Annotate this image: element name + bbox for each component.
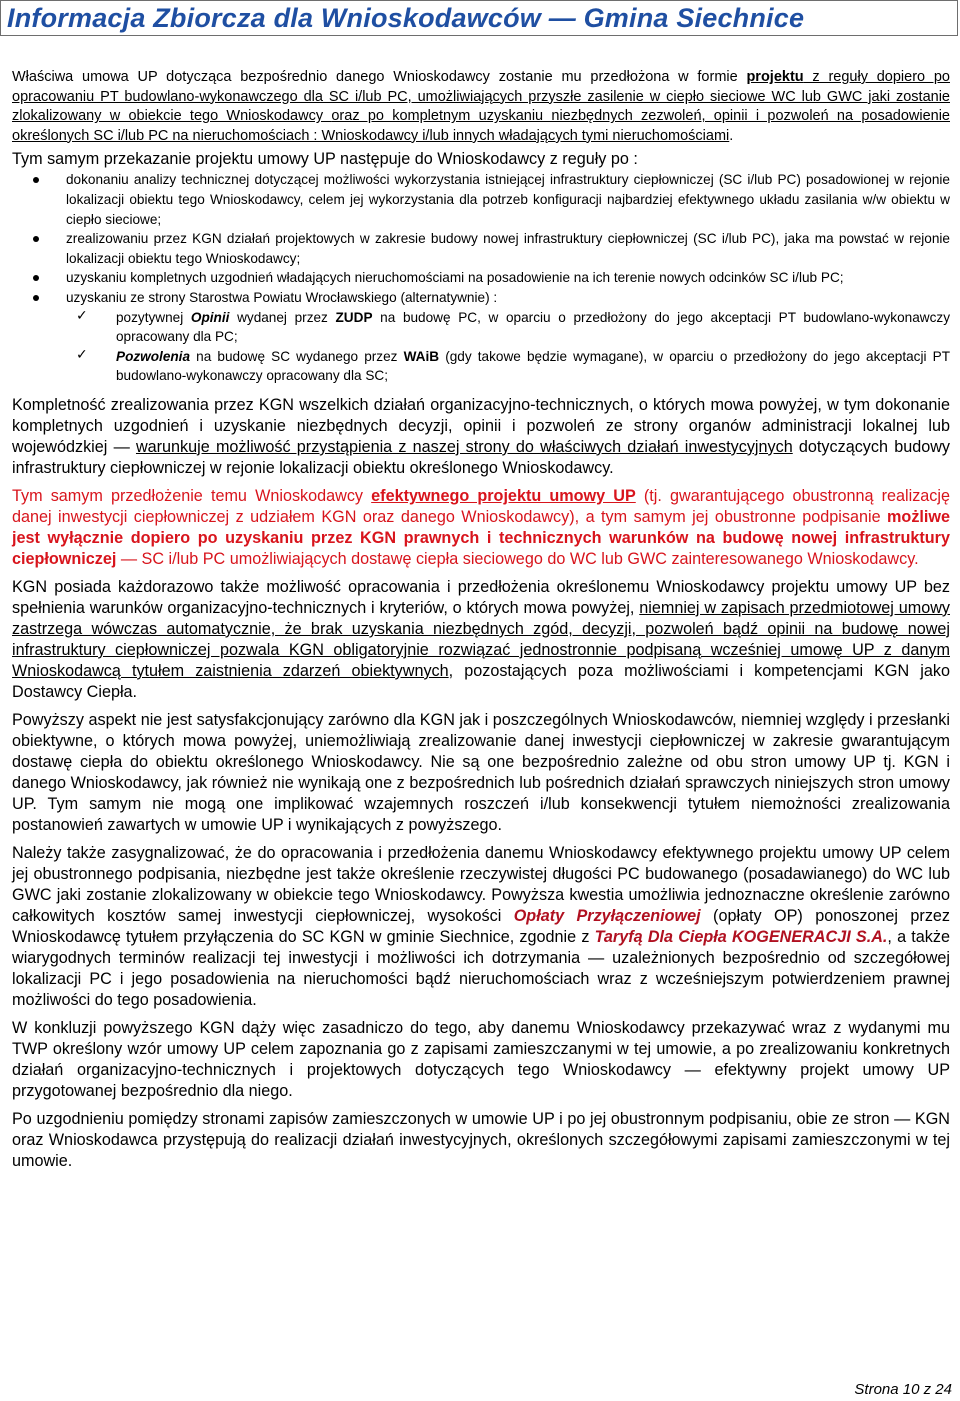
text-span: dotyczących budowy infrastruktury ciepłowniczej w rejonie lokalizacji obiektu określonego Wnioskodawcy. bbox=[12, 437, 950, 477]
bullet-icon bbox=[33, 236, 39, 242]
bullet-list bbox=[12, 170, 950, 307]
text-span: KGN posiada każdorazowo także możliwość opracowania i przedłożenia określonemu Wnioskodawcy projektu umowy UP bez spełnienia warunków organizacyjno-technicznych i kryteriów, o których mowa powyżej, bbox=[12, 577, 950, 617]
text-span: na budowę PC, w oparciu o przedłożony do jego akceptacji PT budowlano-wykonawczy opracowany dla PC; bbox=[116, 309, 950, 345]
document-body bbox=[12, 68, 950, 1172]
text-span: (opłaty OP) ponoszonej przez Wnioskodawcę tytułem przyłączenia do SC KGN w gminie Siechnice, zgodnie z bbox=[12, 906, 951, 946]
list-item bbox=[12, 170, 950, 229]
text-span: wydanej przez bbox=[229, 309, 336, 325]
paragraph-3 bbox=[12, 395, 950, 479]
page-number: Strona 10 z 24 bbox=[854, 1381, 952, 1398]
paragraph-1 bbox=[12, 68, 950, 146]
list-item-text: uzyskaniu kompletnych uzgodnień władających nieruchomościami na posadowienie na ich terenie nowych odcinków SC i/lub PC; bbox=[66, 270, 844, 286]
text-span: (gdy takowe będzie wymagane), w oparciu o przedłożony do jego akceptacji PT budowlano-wykonawczy opracowany dla SC; bbox=[116, 348, 950, 384]
text-span-bold: Taryfą Dla Ciepła KOGENERACJI S.A. bbox=[594, 927, 888, 946]
text-span-bold: ZUDP bbox=[335, 309, 373, 325]
text-span-bold: WAiB bbox=[403, 348, 440, 364]
paragraph-2: Tym samym przekazanie projektu umowy UP następuje do Wnioskodawcy z reguły po : bbox=[12, 150, 638, 169]
paragraph-6: Powyższy aspekt nie jest satysfakcjonujący zarówno dla KGN jak i poszczególnych Wnioskodawców, niemniej względy i przesłanki obiektywne, o których mowa powyżej, uniemożliwiają zrealizowanie danej inwestycji ciepłowniczej w zakresie gwarantującym dostawę ciepła do obiektu określonego Wnioskodawcy. Nie są one bezpośrednio zależne od obu stron umowy UP tj. KGN i danego Wnioskodawcy, jak również nie wynikają one z bezpośrednich lub pośrednich działań sprawczych niniejszych stron umowy UP. Tym samym nie mogą one implikować wzajemnych roszczeń i/lub konsekwencji tytułem niemożności zrealizowania postanowień zawartych w umowie UP i wynikających z powyższego. bbox=[12, 710, 950, 834]
bullet-icon bbox=[33, 275, 39, 281]
paragraph-9: Po uzgodnieniu pomiędzy stronami zapisów zamieszczonych w umowie UP i po jej obustronnym podpisaniu, obie ze stron — KGN oraz Wnioskodawca przystępują do realizacji działań inwestycyjnych, określonych szczegółowymi zapisami zamieszczonymi w tej umowie. bbox=[12, 1109, 950, 1170]
text-span: Kompletność zrealizowania przez KGN wszelkich działań organizacyjno-technicznych, o których mowa powyżej, w tym dokonanie kompletnych uzgodnień i uzyskanie niezbędnych decyzji, opinii i pozwoleń ze strony organów administracji lokalnej lub wojewódzkiej bbox=[12, 395, 950, 456]
text-span: SC i/lub PC umożliwiających dostawę ciepła sieciowego do WC lub GWC zainteresowanego Wnioskodawcy. bbox=[141, 549, 919, 568]
bullet-icon bbox=[33, 295, 39, 301]
bullet-icon bbox=[33, 177, 39, 183]
paragraph-4 bbox=[12, 486, 950, 570]
list-item bbox=[12, 268, 950, 288]
text-span: na budowę SC wydanego przez bbox=[190, 348, 404, 364]
list-item bbox=[12, 288, 950, 308]
list-item-text: zrealizowaniu przez KGN działań projektowych w zakresie budowy nowej infrastruktury ciepłowniczej (SC i/lub PC), jaka ma powstać w rejonie lokalizacji obiektu tego Wnioskodawcy; bbox=[66, 231, 950, 266]
list-item-text: uzyskaniu ze strony Starostwa Powiatu Wrocławskiego (alternatywnie) : bbox=[66, 289, 498, 305]
check-item bbox=[12, 308, 950, 347]
paragraph-8: W konkluzji powyższego KGN dąży więc zasadniczo do tego, aby danemu Wnioskodawcy przekazywać wraz z wydanymi mu TWP określony wzór umowy UP celem zapoznania go z zapisami zamieszczanymi w tej umowie, a po zrealizowaniu konkretnych działań organizacyjno-technicznych i projektowych dotyczących tego Wnioskodawcy — efektywny projekt umowy UP przygotowanej bezpośrednio dla niego. bbox=[12, 1018, 950, 1100]
em-dash: — bbox=[113, 437, 130, 456]
text-span-underlined: oraz po kompletnym uzyskaniu niezbędnych zezwoleń, opinii i pozwoleń na posadowienie określonych SC i/lub PC na nieruchomościach : Wnioskodawcy i/lub innych władających tymi nieruchomościami bbox=[12, 108, 950, 144]
text-span: , pozostających poza możliwościami i kompetencjami KGN jako Dostawcy Ciepła. bbox=[12, 661, 950, 701]
text-span: , a także wiarygodnych terminów realizacji tej inwestycji i możliwości ich dotrzymania — uzależnionych bezpośrednio od szczegółowej lokalizacji PC i jego posadowienia na nieruchomości bądź nieruchomościach wraz z wcześniejszym potwierdzeniem prawnej możliwości do tego posadowienia. bbox=[12, 927, 950, 1009]
header-title: Informacja Zbiorcza dla Wnioskodawców — Gmina Siechnice bbox=[7, 3, 805, 33]
text-span: Należy także zasygnalizować, że do opracowania i przedłożenia danemu Wnioskodawcy efektywnego projektu umowy UP celem jej obustronnego podpisania, niezbędne jest także określenie rzeczywistej długości PC budowanego (posadawianego) do WC lub GWC jaki zostanie zlokalizowany w obiekcie tego Wnioskodawcy. Powyższa kwestia umożliwia jednoznaczne określenie zarówno całkowitych kosztów samej inwestycji ciepłowniczej, wysokości bbox=[12, 843, 950, 925]
check-item bbox=[12, 347, 950, 386]
text-span: . bbox=[729, 127, 734, 144]
check-icon: ✓ bbox=[76, 307, 88, 324]
text-span: (tj. gwarantującego obustronną realizację danej inwestycji ciepłowniczej z udziałem KGN oraz danego Wnioskodawcy), a tym samym jej obustronne podpisanie bbox=[12, 486, 950, 526]
text-span-bold: Pozwolenia bbox=[116, 348, 191, 364]
check-list bbox=[12, 308, 950, 386]
em-dash: — bbox=[116, 549, 142, 568]
text-span-bold: Opłaty Przyłączeniowej bbox=[513, 906, 701, 925]
list-item bbox=[12, 229, 950, 268]
text-span-bold: projektu bbox=[746, 69, 804, 85]
text-span-bold-underlined: efektywnego projektu umowy UP bbox=[371, 486, 636, 505]
text-span: Tym samym przedłożenie temu Wnioskodawcy bbox=[12, 486, 372, 505]
text-span-underlined: niemniej w zapisach przedmiotowej umowy zastrzega wówczas automatycznie, że brak uzyskania niezbędnych zgód, decyzji, pozwoleń bądź opinii na budowę nowej infrastruktury ciepłowniczej pozwala KGN obligatoryjnie rozwiązać jednostronnie podpisaną wcześniej umowę UP z danym Wnioskodawcą tytułem zaistnienia zdarzeń obiektywnych bbox=[12, 598, 950, 680]
text-span: Właściwa umowa UP dotycząca bezpośrednio danego Wnioskodawcy zostanie mu przedłożona w formie bbox=[12, 69, 747, 85]
list-item-text: dokonaniu analizy technicznej dotyczącej możliwości wykorzystania istniejącej infrastruktury ciepłowniczej (SC i/lub PC) posadowionej w rejonie lokalizacji obiektu tego Wnioskodawcy, celem jej wykorzystania dla potrzeb konfiguracji najbardziej efektywnego układu zasilania w/w obiektu w ciepło sieciowe; bbox=[66, 172, 950, 227]
text-span-underlined: warunkuje możliwość przystąpienia z naszej strony do właściwych działań inwestycyjnych bbox=[135, 437, 793, 456]
text-span-bold: możliwe jest wyłącznie dopiero po uzyskaniu przez KGN prawnych i technicznych warunków na budowę nowej infrastruktury ciepłowniczej bbox=[12, 507, 950, 568]
text-span-bold: Opinii bbox=[190, 309, 230, 325]
page-header bbox=[0, 0, 958, 36]
check-icon: ✓ bbox=[76, 346, 88, 363]
text-span: pozytywnej bbox=[116, 309, 191, 325]
paragraph-5 bbox=[12, 577, 950, 703]
text-span-underlined: z reguły dopiero po opracowaniu PT budowlano-wykonawczego dla SC i/lub PC, umożliwiających przyszłe zasilenie w ciepło sieciowe WC lub GWC jaki zostanie zlokalizowany w obiekcie tego Wnioskodawcy bbox=[12, 69, 950, 125]
paragraph-7 bbox=[12, 843, 950, 1011]
